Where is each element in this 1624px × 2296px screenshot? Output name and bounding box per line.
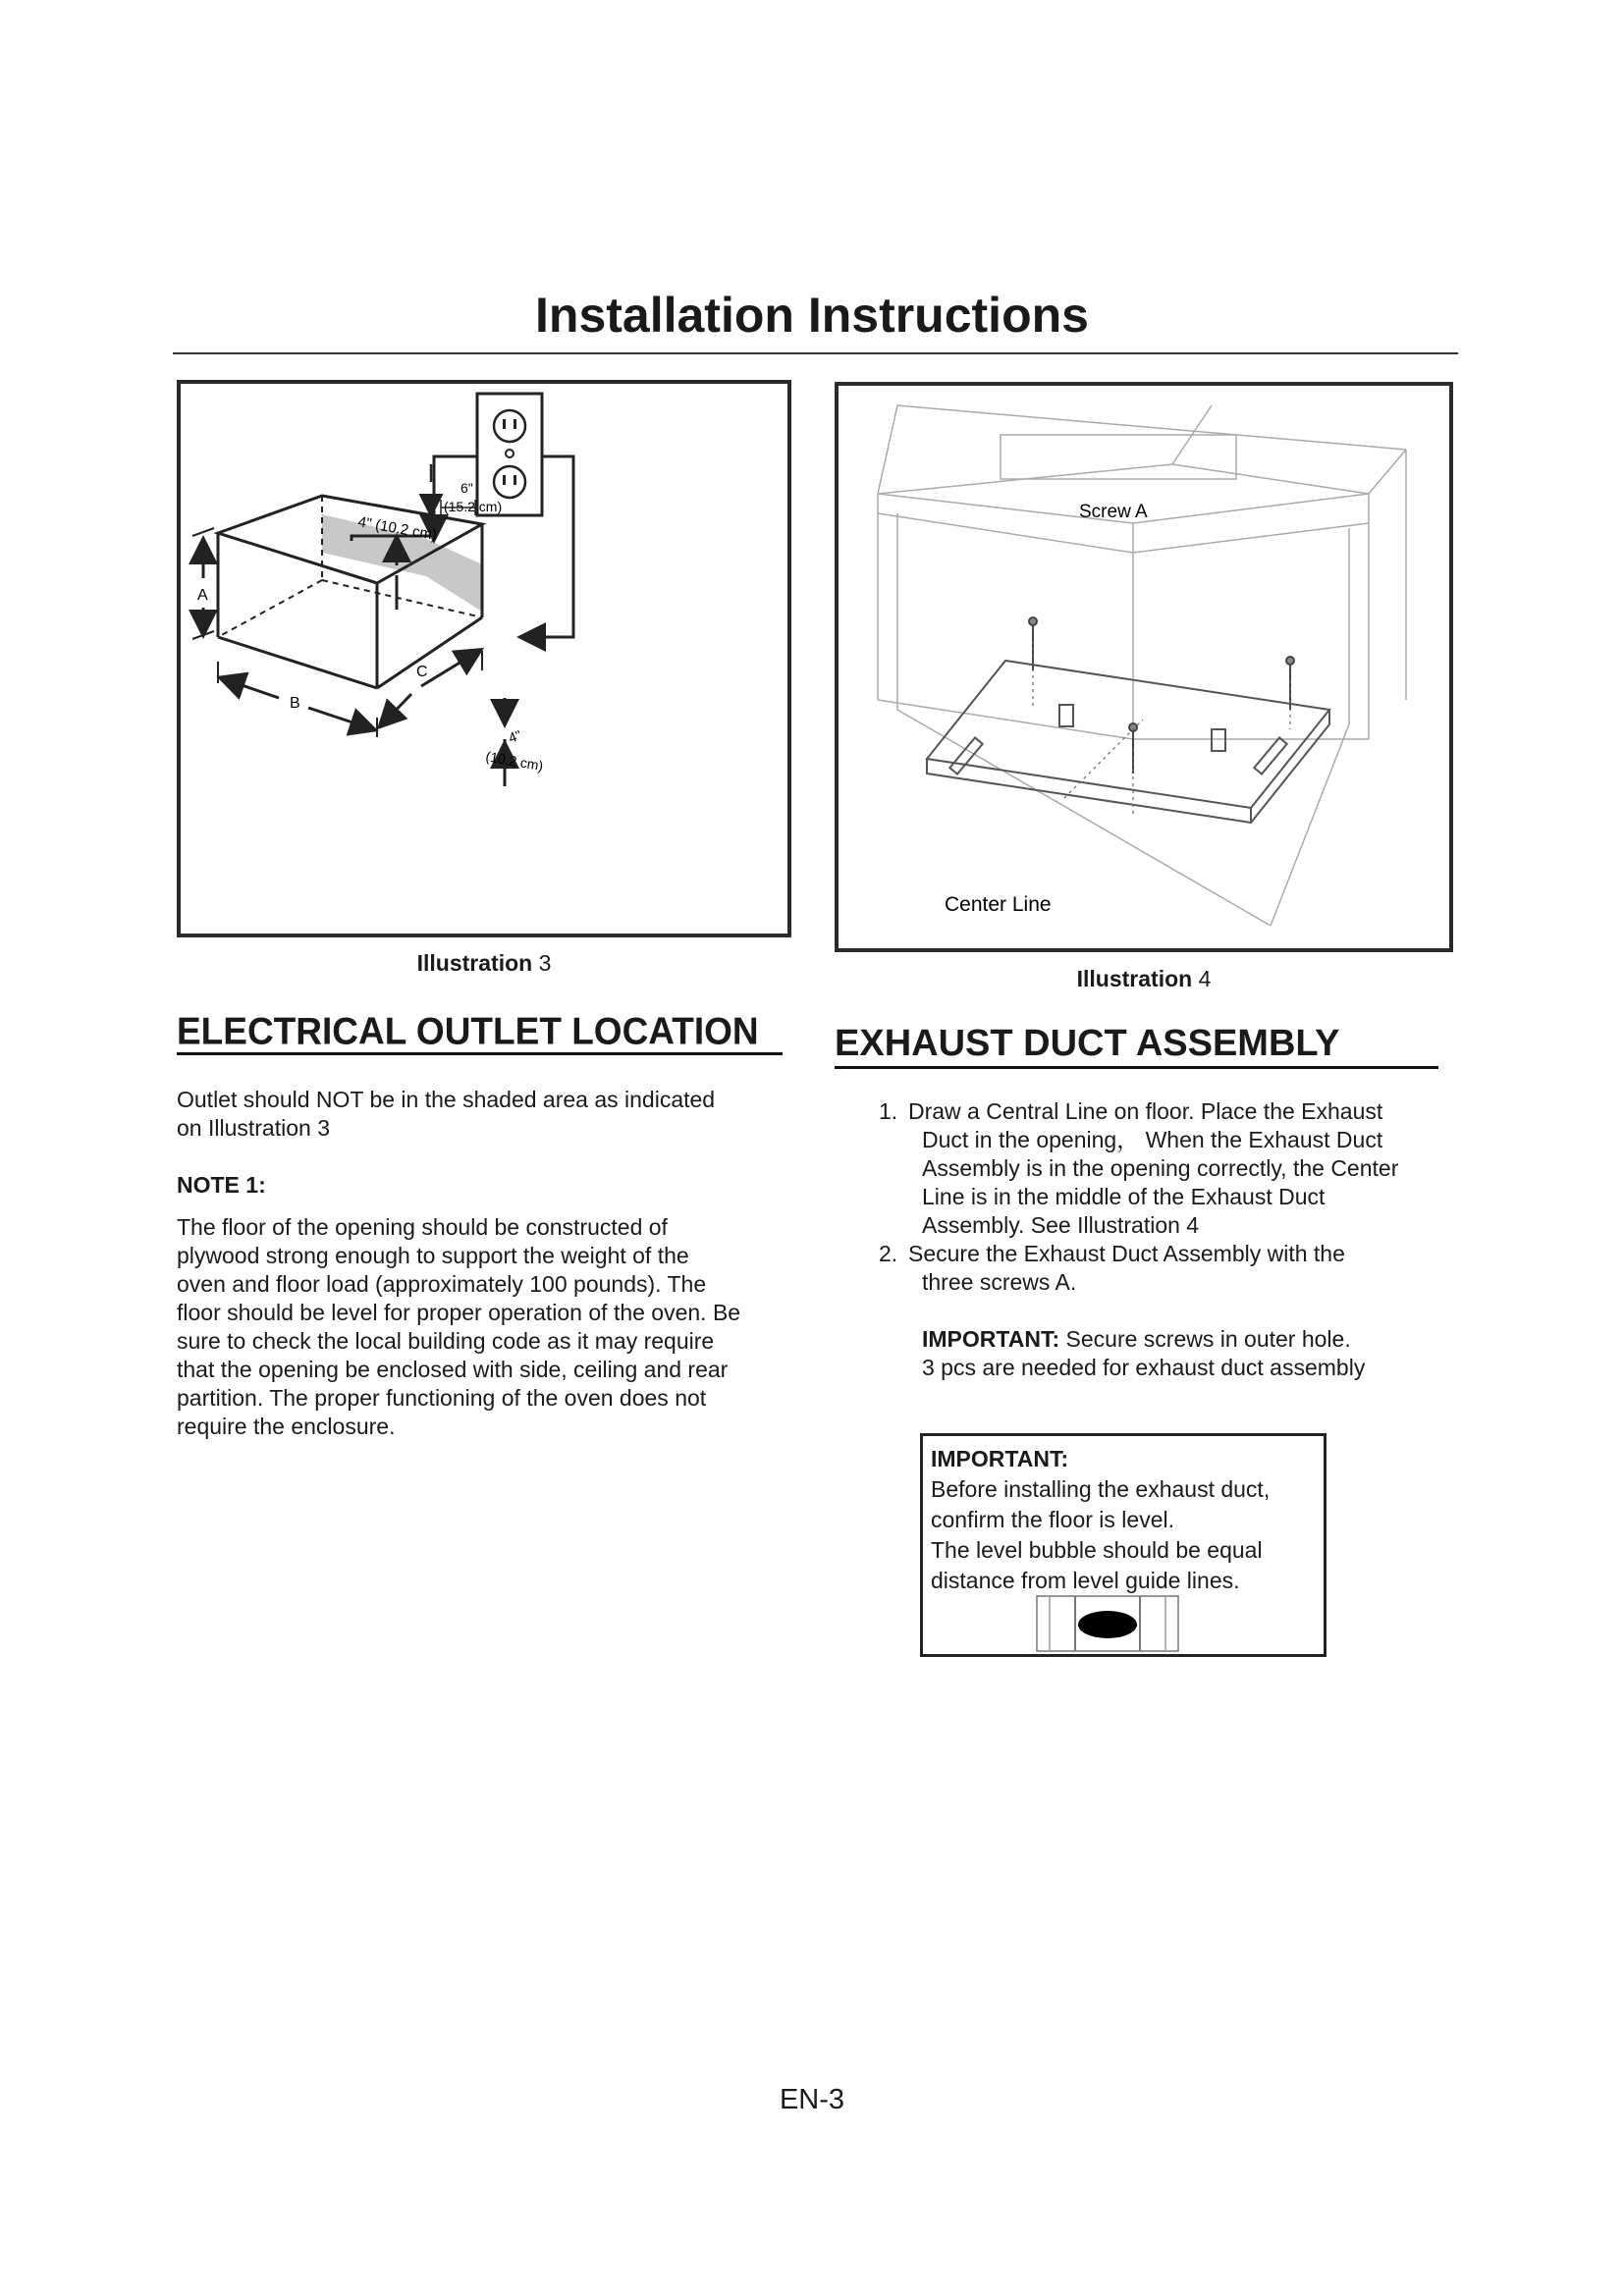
note-line: The floor of the opening should be constructed of (177, 1214, 668, 1240)
dim-label-a: A (197, 587, 208, 604)
exhaust-steps (879, 1097, 1468, 1297)
exhaust-heading-rule (835, 1066, 1438, 1069)
caption-3-label: Illustration (416, 950, 533, 976)
caption-3-number: 3 (538, 950, 552, 976)
note-line: partition. The proper functioning of the oven does not (177, 1385, 707, 1411)
exhaust-duct-tray (927, 661, 1329, 823)
section-heading-electrical-outlet: ELECTRICAL OUTLET LOCATION (177, 1009, 759, 1052)
section-heading-exhaust-duct: EXHAUST DUCT ASSEMBLY (835, 1023, 1340, 1064)
note-line: plywood strong enough to support the weight of the (177, 1243, 689, 1268)
important-box-line: distance from level guide lines. (931, 1568, 1240, 1593)
caption-4-label: Illustration (1076, 966, 1193, 991)
label-center-line: Center Line (945, 893, 1052, 916)
label-screw-a: Screw A (1079, 502, 1148, 522)
dim-label-c: C (416, 664, 428, 680)
dim-four-cm-right: (10.2 cm) (484, 748, 545, 774)
note-1-label: NOTE 1: (177, 1172, 266, 1198)
note-line: oven and floor load (approximately 100 pounds). The (177, 1271, 707, 1297)
intro-line: Outlet should NOT be in the shaded area as indicated (177, 1087, 716, 1112)
dim-six-cm: (15.2 cm) (444, 499, 503, 514)
important-box-title: IMPORTANT: (931, 1446, 1069, 1471)
note-line: sure to check the local building code as it may require (177, 1328, 715, 1354)
electrical-intro (177, 1086, 805, 1143)
important-note-label: IMPORTANT: (922, 1326, 1060, 1352)
step-number: 2. (879, 1241, 898, 1266)
illustration-3-caption (177, 950, 791, 977)
illustration-3-frame (177, 380, 791, 937)
step-line: Draw a Central Line on floor. Place the Exhaust (908, 1098, 1383, 1124)
dim-four-inch-top: 4" (10.2 cm) (356, 513, 439, 545)
step-number: 1. (879, 1098, 898, 1124)
electrical-heading-rule (177, 1052, 783, 1055)
title-divider (173, 352, 1458, 354)
step-line: Secure the Exhaust Duct Assembly with the (908, 1241, 1345, 1266)
dim-label-b: B (290, 695, 300, 712)
caption-4-number: 4 (1198, 966, 1212, 991)
important-note-line-2: 3 pcs are needed for exhaust duct assembly (922, 1355, 1366, 1380)
illustration-4-caption (835, 966, 1453, 992)
dim-four-inch-right: 4" (506, 726, 524, 746)
important-box-line: Before installing the exhaust duct, (931, 1476, 1271, 1502)
note-line: floor should be level for proper operation of the oven. Be (177, 1300, 741, 1325)
illustration-4-drawing (839, 386, 1449, 948)
illustration-4-frame (835, 382, 1453, 952)
note-1-body (177, 1213, 805, 1441)
screw-icons (1029, 617, 1294, 774)
step-1 (879, 1097, 1468, 1240)
step-line: Line is in the middle of the Exhaust Duct (922, 1184, 1326, 1209)
level-bubble-icon (1036, 1595, 1179, 1652)
important-note (922, 1325, 1452, 1382)
step-line: three screws A. (922, 1269, 1077, 1295)
illustration-3-drawing (181, 384, 787, 934)
page-number: EN-3 (779, 2084, 845, 2115)
step-2 (879, 1240, 1468, 1297)
important-note-text: Secure screws in outer hole. (1059, 1326, 1351, 1352)
important-box-line: confirm the floor is level. (931, 1507, 1174, 1532)
step-line: Assembly. See Illustration 4 (922, 1212, 1200, 1238)
important-box-line: The level bubble should be equal (931, 1537, 1263, 1563)
important-note-line (922, 1325, 1452, 1354)
dim-six-inch: 6" (460, 480, 473, 496)
important-level-box (920, 1433, 1326, 1657)
note-line: that the opening be enclosed with side, ceiling and rear (177, 1357, 729, 1382)
note-line: require the enclosure. (177, 1414, 396, 1439)
intro-line: on Illustration 3 (177, 1115, 330, 1141)
outlet-icon (477, 394, 542, 515)
page-title: Installation Instructions (535, 288, 1089, 343)
step-line: Duct in the opening， When the Exhaust Duct (922, 1127, 1383, 1152)
step-line: Assembly is in the opening correctly, the Center (922, 1155, 1399, 1181)
